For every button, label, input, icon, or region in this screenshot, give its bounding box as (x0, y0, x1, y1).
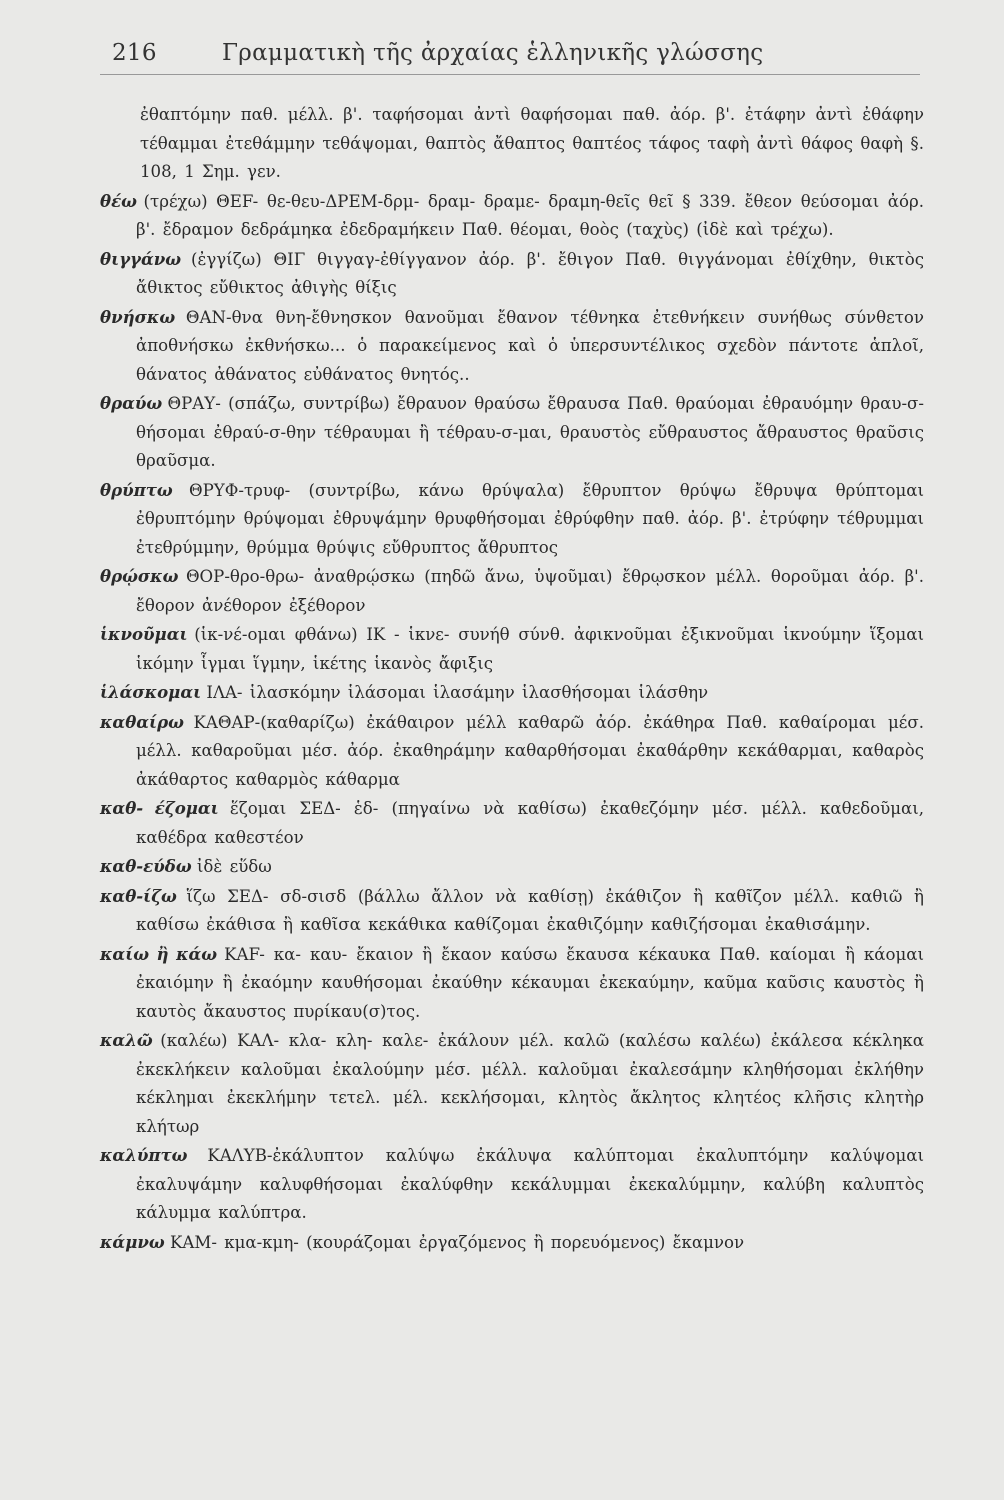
entry-headword: καίω ἢ κάω (100, 943, 218, 964)
entry-text: ΙΛΑ- ἱλασκόμην ἱλάσομαι ἱλασάμην ἱλασθήσομαι ἱλάσθην (206, 683, 709, 702)
entry-text: ΘΟΡ-θρο-θρω- ἀναθρῴσκω (πηδῶ ἄνω, ὑψοῦμαι) ἔθρῳσκον μέλλ. θοροῦμαι ἀόρ. β'. ἔθορον ἀνέθορον ἐξέθορον (136, 567, 924, 615)
page-number: 216 (112, 40, 157, 66)
entry-headword: θέω (100, 190, 137, 211)
entry-headword: κάμνω (100, 1231, 165, 1252)
entry-headword: θιγγάνω (100, 248, 182, 269)
entry (100, 678, 924, 708)
entry-text: ἰδὲ εὕδω (196, 857, 272, 876)
entry (100, 562, 924, 620)
entry (100, 245, 924, 303)
entry-headword: καλύπτω (100, 1145, 188, 1165)
entry (100, 389, 924, 476)
entry-headword: καθ- έζομαι (100, 798, 219, 818)
entry-text: ἐθαπτόμην παθ. μέλλ. β'. ταφήσομαι ἀντὶ θαφήσομαι παθ. ἀόρ. β'. ἐτάφην ἀντὶ ἐθάφην τέθαμμαι ἐτεθάμμην τεθάψομαι, θαπτὸς ἄθαπτος θαπτέος τάφος ταφὴ ἀντὶ θάφος θαφὴ §. 108, 1 Σημ. γεν. (140, 105, 924, 181)
entry (100, 1141, 924, 1228)
entry-text: ΚΑF- κα- καυ- ἔκαιον ἢ ἔκαον καύσω ἔκαυσα κέκαυκα Παθ. καίομαι ἢ κάομαι ἐκαιόμην ἢ ἐκαόμην καυθήσομαι ἐκαύθην κέκαυμαι ἐκεκαύμην, καῦμα καῦσις καυστὸς ἢ καυτὸς ἄκαυστος πυρίκαυ(σ)τος. (136, 944, 924, 1021)
entry (100, 620, 924, 678)
entry (100, 1228, 924, 1258)
entry (100, 303, 924, 390)
entry-text: ΚΑΛΥΒ-ἐκάλυπτον καλύψω ἐκάλυψα καλύπτομαι ἐκαλυπτόμην καλύψομαι ἐκαλυψάμην καλυφθήσομαι ἐκαλύφθην κεκάλυμμαι ἐκεκαλύμμην, καλύβη καλυπτὸς κάλυμμα καλύπτρα. (136, 1146, 924, 1222)
entry-continuation (100, 101, 924, 187)
entry (100, 187, 924, 245)
entry (100, 794, 924, 852)
entry-headword: θρύπτω (100, 479, 173, 500)
running-head (100, 40, 924, 66)
entry (100, 708, 924, 795)
entry-headword: ἱλάσκομαι (100, 682, 202, 702)
entry-text: ΘΑΝ-θνα θνη-ἔθνησκον θανοῦμαι ἔθανον τέθνηκα ἐτεθνήκειν συνήθως σύνθετον ἀποθνήσκω ἐκθνήσκω... ὁ παρακείμενος καὶ ὁ ὑπερσυντέλικος σχεδὸν πάντοτε ἁπλοῖ, θάνατος ἀθάνατος εὐθάνατος θνητός.. (136, 307, 924, 384)
entry-text: ἵζω ΣΕΔ- σδ-σισδ (βάλλω ἄλλον νὰ καθίσῃ) ἐκάθιζον ἢ καθῖζον μέλλ. καθιῶ ἢ καθίσω ἐκάθισα ἢ καθῖσα κεκάθικα καθίζομαι ἐκαθιζόμην καθιζήσομαι ἐκαθισάμην. (136, 886, 924, 934)
entry (100, 940, 924, 1027)
entry-text: (ἐγγίζω) ΘΙΓ θιγγαγ-ἐθίγγανον ἀόρ. β'. ἔθιγον Παθ. θιγγάνομαι ἐθίχθην, θικτὸς ἄθικτος εὔθικτος ἀθιγὴς θίξις (136, 249, 925, 297)
entry-headword: θνήσκω (100, 306, 176, 327)
entry-text: ἕζομαι ΣΕΔ- ἑδ- (πηγαίνω νὰ καθίσω) ἐκαθεζόμην μέσ. μέλλ. καθεδοῦμαι, καθέδρα καθεστέον (136, 799, 925, 847)
entry-text: ΘΡΑΥ- (σπάζω, συντρίβω) ἔθραυον θραύσω ἔθραυσα Παθ. θραύομαι ἐθραυόμην θραυ-σ-θήσομαι ἐθραύ-σ-θην τέθραυμαι ἢ τέθραυ-σ-μαι, θραυστὸς εὔθραυστος ἄθραυστος θραῦσις θραῦσμα. (136, 394, 924, 470)
header-rule (100, 74, 920, 75)
dictionary-entries (100, 101, 924, 1257)
entry-headword: καθ-εύδω (100, 856, 192, 876)
entry-headword: ἱκνοῦμαι (100, 624, 188, 644)
entry-headword: καλῶ (100, 1030, 153, 1050)
entry-headword: καθ-ίζω (100, 885, 177, 906)
entry-text: (καλέω) ΚΑΛ- κλα- κλη- καλε- ἐκάλουν μέλ. καλῶ (καλέσω καλέω) ἐκάλεσα κέκληκα ἐκεκλήκειν καλοῦμαι ἐκαλούμην μέσ. μέλλ. καλοῦμαι ἐκαλεσάμην κληθήσομαι ἐκλήθην κέκλημαι ἐκεκλήμην τετελ. μέλ. κεκλήσομαι, κλητὸς ἄκλητος κλητέος κλῆσις κλητὴρ κλήτωρ (136, 1031, 924, 1136)
running-title: Γραμματικὴ τῆς ἀρχαίας ἑλληνικῆς γλώσσης (222, 40, 764, 66)
entry-text: ΘΡΥΦ-τρυφ- (συντρίβω, κάνω θρύψαλα) ἔθρυπτον θρύψω ἔθρυψα θρύπτομαι ἐθρυπτόμην θρύψομαι ἐθρυψάμην θρυφθήσομαι ἐθρύφθην παθ. ἀόρ. β'. ἐτρύφην τέθρυμμαι ἐτεθρύμμην, θρύμμα θρύψις εὔθρυπτος ἄθρυπτος (136, 480, 924, 557)
entry-text: ΚΑΘΑΡ-(καθαρίζω) ἐκάθαιρον μέλλ καθαρῶ ἀόρ. ἐκάθηρα Παθ. καθαίρομαι μέσ. μέλλ. καθαροῦμαι μέσ. ἀόρ. ἐκαθηράμην καθαρθήσομαι ἐκαθάρθην κεκάθαρμαι, καθαρὸς ἀκάθαρτος καθαρμὸς κάθαρμα (136, 712, 924, 789)
entry (100, 852, 924, 882)
entry-headword: θραύω (100, 393, 163, 413)
entry-text: (ἱκ-νέ-ομαι φθάνω) ΙΚ - ἱκνε- συνήθ σύνθ. ἀφικνοῦμαι ἐξικνοῦμαι ἱκνούμην ἵξομαι ἱκόμην ἷγμαι ἵγμην, ἱκέτης ἱκανὸς ἄφιξις (136, 625, 924, 673)
entry (100, 476, 924, 563)
entry-text: ΚΑΜ- κμα-κμη- (κουράζομαι ἐργαζόμενος ἢ πορευόμενος) ἔκαμνον (169, 1232, 745, 1252)
entry (100, 1026, 924, 1141)
entry-headword: θρῴσκω (100, 566, 179, 586)
entry (100, 882, 924, 940)
entry-text: (τρέχω) ΘΕF- θε-θευ-ΔΡΕΜ-δρμ- δραμ- δραμε- δραμη-θεῖς θεῖ § 339. ἔθεον θεύσομαι ἀόρ. β'. ἔδραμον δεδράμηκα ἐδεδραμήκειν Παθ. θέομαι, θοὸς (ταχὺς) (ἰδὲ καὶ τρέχω). (136, 191, 924, 239)
entry-headword: καθαίρω (100, 711, 184, 732)
